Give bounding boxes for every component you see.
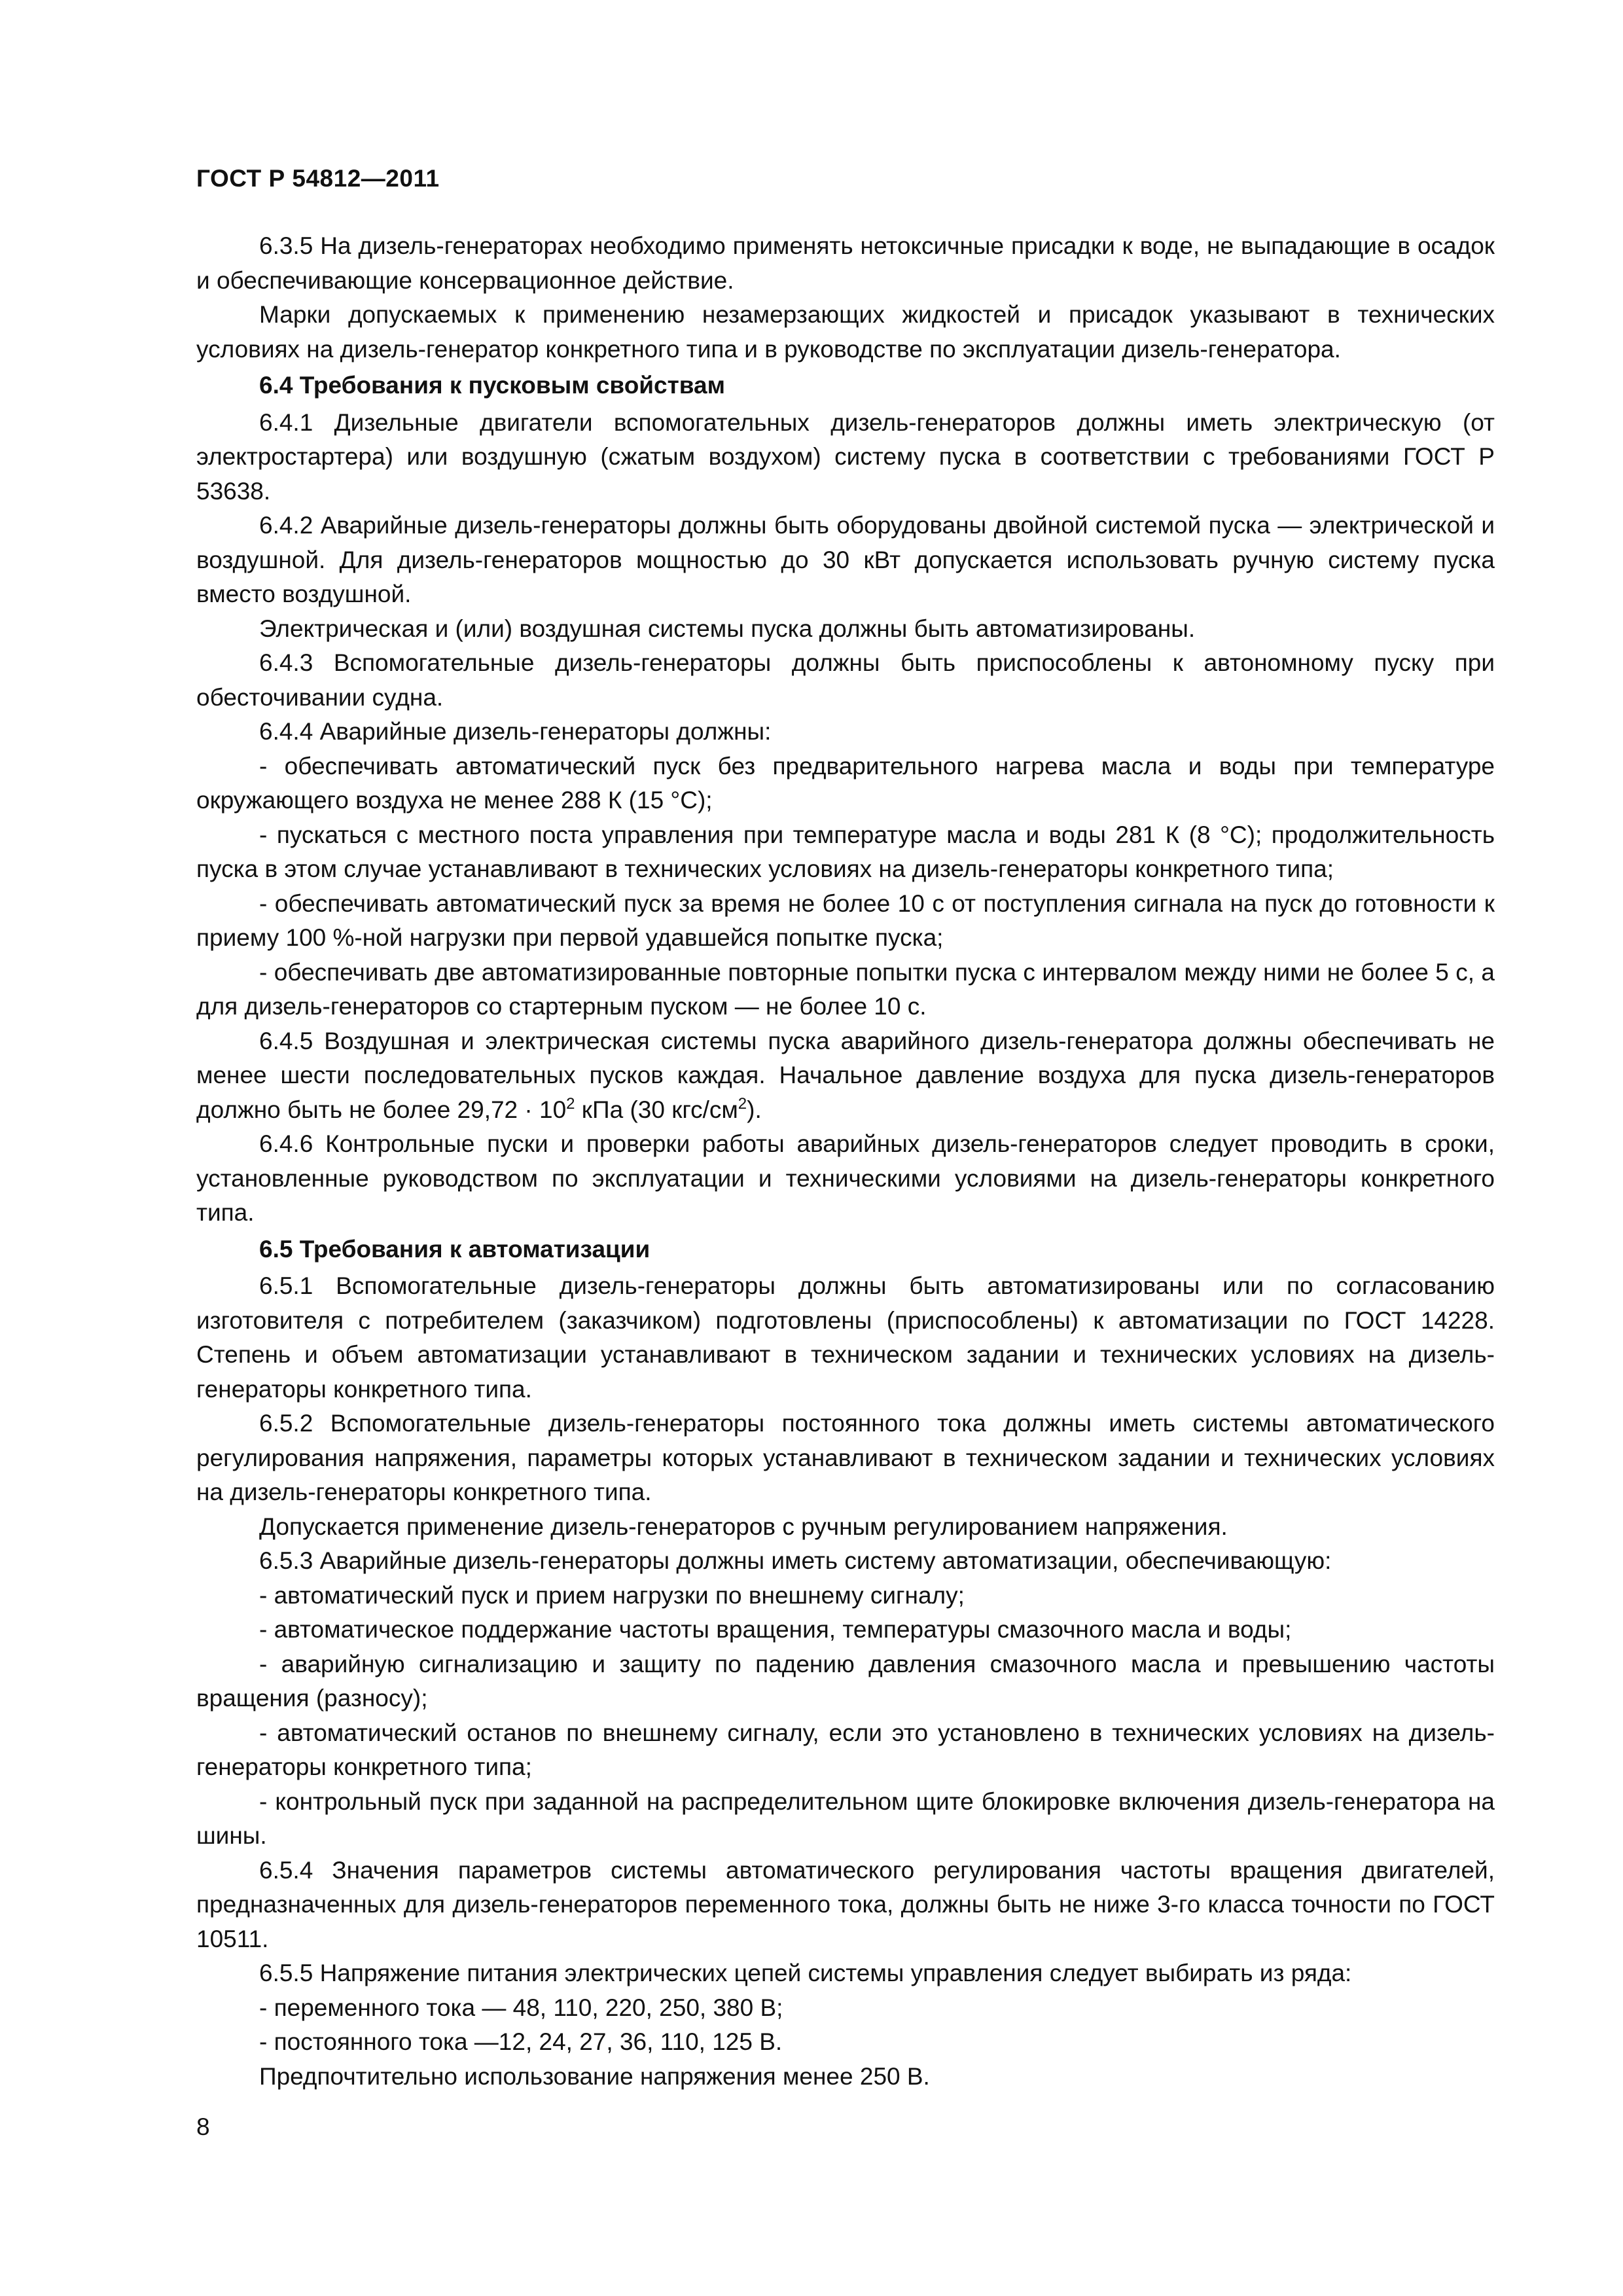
paragraph: 6.4.3 Вспомогательные дизель-генераторы должны быть приспособлены к автономному пуску при обесточивании судна. [196,649,1495,711]
paragraph: 6.5.3 Аварийные дизель-генераторы должны иметь систему автоматизации, обеспечивающую: [259,1547,1332,1574]
paragraph: - переменного тока — 48, 110, 220, 250, 380 В; [259,1994,783,2021]
paragraph: - автоматическое поддержание частоты вращения, температуры смазочного масла и воды; [259,1616,1292,1643]
paragraph: 6.4.4 Аварийные дизель-генераторы должны: [259,718,772,745]
document-body [196,229,1495,2094]
paragraph: - автоматический пуск и прием нагрузки по внешнему сигналу; [259,1581,965,1609]
section-heading: 6.4 Требования к пусковым свойствам [259,372,725,399]
superscript: 2 [566,1094,575,1113]
paragraph: - контрольный пуск при заданной на распределительном щите блокировке включения дизель-генератора на шины. [196,1787,1495,1849]
paragraph: 6.5.2 Вспомогательные дизель-генераторы постоянного тока должны иметь системы автоматического регулирования напряжения, параметры которых устанавливают в техническом задании и технических условиях на дизель-генераторы конкретного типа. [196,1410,1495,1505]
paragraph: 6.5.4 Значения параметров системы автоматического регулирования частоты вращения двигателей, предназначенных для дизель-генераторов переменного тока, должны быть не ниже 3-го класса точности по ГОСТ 10511. [196,1856,1495,1952]
paragraph: Предпочтительно использование напряжения менее 250 В. [259,2062,930,2090]
document-header: ГОСТ Р 54812—2011 [196,165,440,192]
paragraph: Электрическая и (или) воздушная системы пуска должны быть автоматизированы. [259,615,1196,642]
paragraph: Допускается применение дизель-генераторов с ручным регулированием напряжения. [259,1513,1228,1540]
paragraph: - пускаться с местного поста управления при температуре масла и воды 281 К (8 °С); продолжительность пуска в этом случае устанавливают в технических условиях на дизель-генераторы конкретного типа; [196,821,1495,882]
paragraph: - обеспечивать две автоматизированные повторные попытки пуска с интервалом между ними не более 5 с, а для дизель-генераторов со стартерным пуском — не более 10 с. [196,958,1495,1020]
paragraph: 6.4.6 Контрольные пуски и проверки работы аварийных дизель-генераторов следует проводить в сроки, установленные руководством по эксплуатации и техническими условиями на дизель-генераторы конкретного типа. [196,1130,1495,1226]
section-heading: 6.5 Требования к автоматизации [259,1235,651,1263]
paragraph: 6.3.5 На дизель-генераторах необходимо применять нетоксичные присадки к воде, не выпадающие в осадок и обеспечивающие консервационное действие. [196,232,1495,294]
paragraph: 6.4.1 Дизельные двигатели вспомогательных дизель-генераторов должны иметь электрическую (от электростартера) или воздушную (сжатым воздухом) систему пуска в соответствии с требованиями ГОСТ Р 53638. [196,408,1495,505]
paragraph: - обеспечивать автоматический пуск без предварительного нагрева масла и воды при температуре окружающего воздуха не менее 288 К (15 °С); [196,752,1495,814]
paragraph: 6.4.2 Аварийные дизель-генераторы должны быть оборудованы двойной системой пуска — электрической и воздушной. Для дизель-генераторов мощностью до 30 кВт допускается использовать ручную систему пуска вместо воздушной. [196,512,1495,607]
page-number: 8 [196,2113,210,2140]
paragraph: - обеспечивать автоматический пуск за время не более 10 с от поступления сигнала на пуск до готовности к приему 100 %-ной нагрузки при первой удавшейся попытке пуска; [196,889,1495,951]
paragraph: - постоянного тока —12, 24, 27, 36, 110, 125 В. [259,2028,783,2055]
paragraph: 6.5.1 Вспомогательные дизель-генераторы должны быть автоматизированы или по согласованию изготовителя с потребителем (заказчиком) подготовлены (приспособлены) к автоматизации по ГОСТ 14228. Степень и объем автоматизации устанавливают в техническом задании и технических условиях на дизель-генераторы конкретного типа. [196,1272,1495,1403]
paragraph: - аварийную сигнализацию и защиту по падению давления смазочного масла и превышению частоты вращения (разносу); [196,1650,1495,1712]
paragraph: 6.5.5 Напряжение питания электрических цепей системы управления следует выбирать из ряда: [259,1960,1352,1986]
paragraph: 6.4.5 Воздушная и электрическая системы пуска аварийного дизель-генератора должны обеспечивать не менее шести последовательных пусков каждая. Начальное давление воздуха для пуска дизель-генераторов должно быть не более $29,72 \cdot 10^2$ кПа (30 кгс/$см^2$). [196,1027,1495,1123]
paragraph: - автоматический останов по внешнему сигналу, если это установлено в технических условиях на дизель-генераторы конкретного типа; [196,1719,1495,1780]
paragraph: Марки допускаемых к применению незамерзающих жидкостей и присадок указывают в технических условиях на дизель-генератор конкретного типа и в руководстве по эксплуатации дизель-генератора. [196,301,1495,363]
superscript: 2 [738,1094,747,1113]
